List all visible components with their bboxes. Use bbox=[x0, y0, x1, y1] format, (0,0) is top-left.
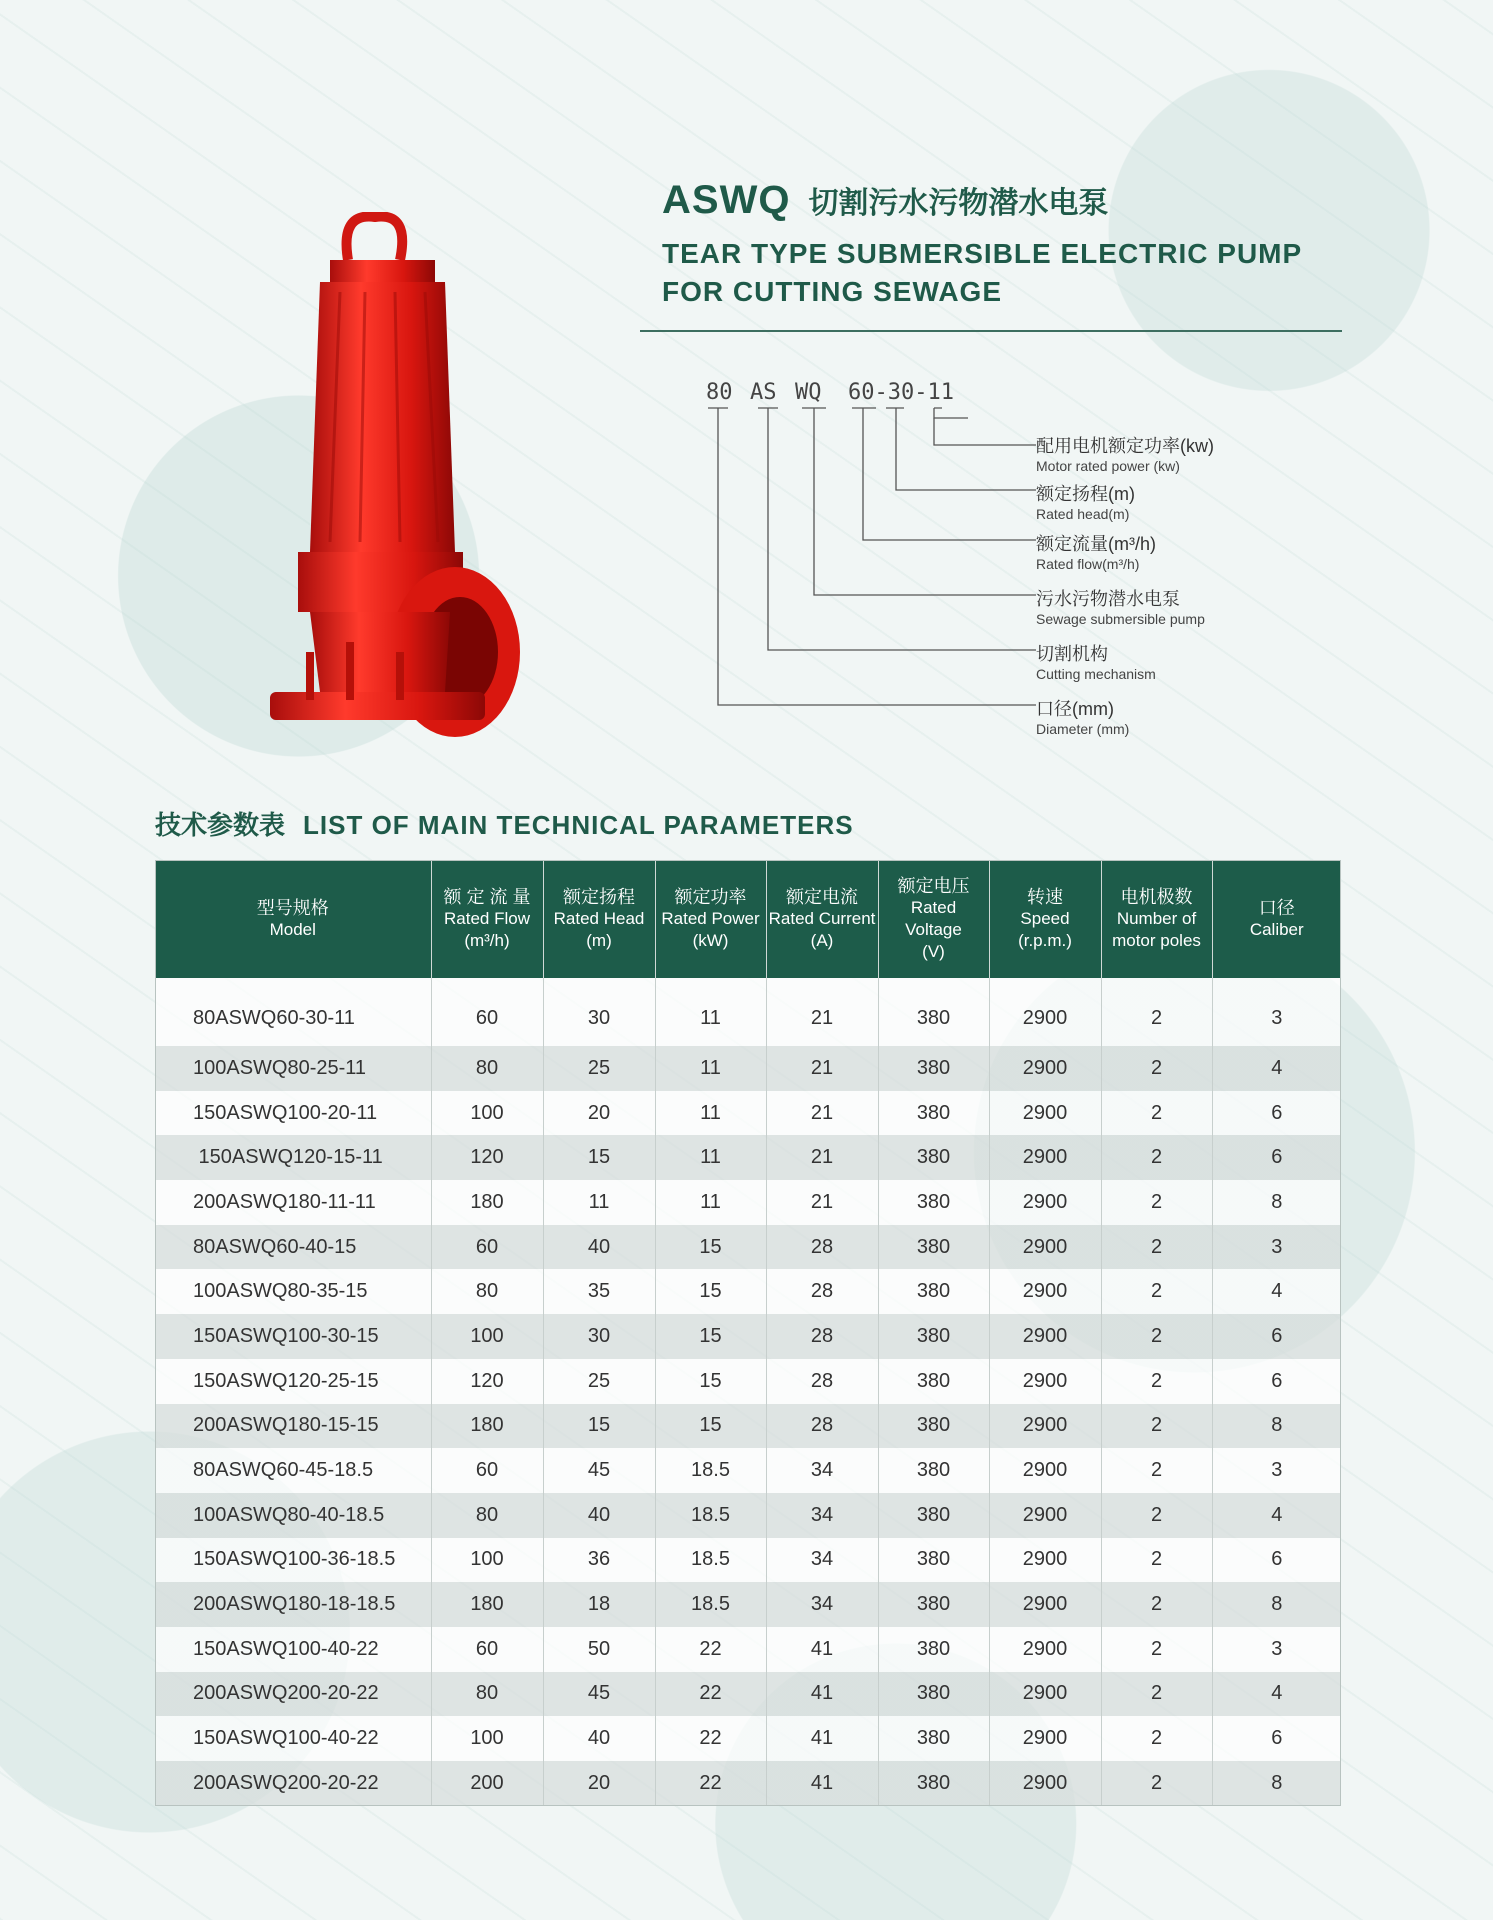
table-cell: 380 bbox=[878, 1448, 989, 1493]
table-cell: 11 bbox=[655, 1180, 766, 1225]
table-cell: 21 bbox=[766, 1135, 878, 1180]
column-header-en: Model bbox=[269, 920, 316, 939]
table-cell: 41 bbox=[766, 1627, 878, 1672]
table-cell: 6 bbox=[1212, 1716, 1341, 1761]
pump-image bbox=[270, 212, 540, 752]
product-code: ASWQ bbox=[662, 178, 791, 222]
cell-model: 150ASWQ120-25-15 bbox=[155, 1359, 431, 1404]
column-header-unit: (A) bbox=[810, 931, 834, 950]
table-cell: 2 bbox=[1101, 1269, 1212, 1314]
table-row bbox=[155, 1180, 1341, 1225]
column-header-unit: (m) bbox=[586, 931, 612, 950]
column-header-cn: 电机极数 bbox=[1120, 887, 1193, 907]
column-header-unit: motor poles bbox=[1112, 931, 1201, 950]
table-cell: 80 bbox=[431, 1672, 543, 1717]
table-cell: 21 bbox=[766, 978, 878, 1046]
table-cell: 18 bbox=[543, 1582, 655, 1627]
table-row bbox=[155, 1225, 1341, 1270]
legend-diameter: 口径(mm) Diameter (mm) bbox=[1036, 699, 1130, 737]
table-row bbox=[155, 1761, 1341, 1806]
table-cell: 22 bbox=[655, 1716, 766, 1761]
table-cell: 2900 bbox=[989, 1761, 1101, 1806]
table-cell: 11 bbox=[655, 1091, 766, 1136]
table-cell: 4 bbox=[1212, 1672, 1341, 1717]
table-cell: 45 bbox=[543, 1672, 655, 1717]
table-cell: 2900 bbox=[989, 1135, 1101, 1180]
table-cell: 30 bbox=[543, 978, 655, 1046]
table-cell: 380 bbox=[878, 1046, 989, 1091]
column-header-cn: 口径 bbox=[1258, 898, 1295, 918]
table-cell: 2 bbox=[1101, 1448, 1212, 1493]
code-pump-type: WQ bbox=[795, 380, 822, 405]
column-header-unit: (m³/h) bbox=[464, 931, 510, 950]
table-row bbox=[155, 1538, 1341, 1583]
table-cell: 34 bbox=[766, 1538, 878, 1583]
column-header-cn: 转速 bbox=[1027, 887, 1063, 907]
table-cell: 2 bbox=[1101, 1761, 1212, 1806]
table-cell: 200 bbox=[431, 1761, 543, 1806]
table-cell: 28 bbox=[766, 1225, 878, 1270]
column-header bbox=[1212, 860, 1341, 978]
table-cell: 18.5 bbox=[655, 1582, 766, 1627]
parameters-table bbox=[155, 860, 1341, 1806]
column-header bbox=[989, 860, 1101, 978]
model-code-diagram bbox=[680, 370, 1340, 750]
column-header bbox=[878, 860, 989, 978]
table-row bbox=[155, 1091, 1341, 1136]
table-cell: 2900 bbox=[989, 1404, 1101, 1449]
table-cell: 2 bbox=[1101, 1493, 1212, 1538]
product-title-cn: 切割污水污物潜水电泵 bbox=[808, 187, 1109, 220]
table-cell: 2900 bbox=[989, 978, 1101, 1046]
table-cell: 2 bbox=[1101, 1135, 1212, 1180]
table-cell: 60 bbox=[431, 1225, 543, 1270]
table-cell: 380 bbox=[878, 1493, 989, 1538]
table-cell: 41 bbox=[766, 1761, 878, 1806]
cell-model: 150ASWQ120-15-11 bbox=[155, 1135, 431, 1180]
cell-model: 80ASWQ60-40-15 bbox=[155, 1225, 431, 1270]
table-cell: 2900 bbox=[989, 1180, 1101, 1225]
column-header-unit: (V) bbox=[922, 942, 945, 961]
table-cell: 15 bbox=[543, 1135, 655, 1180]
table-cell: 21 bbox=[766, 1180, 878, 1225]
table-cell: 120 bbox=[431, 1359, 543, 1404]
cell-model: 200ASWQ200-20-22 bbox=[155, 1761, 431, 1806]
table-cell: 2900 bbox=[989, 1672, 1101, 1717]
table-row bbox=[155, 1314, 1341, 1359]
table-cell: 40 bbox=[543, 1716, 655, 1761]
table-cell: 6 bbox=[1212, 1091, 1341, 1136]
table-cell: 6 bbox=[1212, 1135, 1341, 1180]
table-cell: 60 bbox=[431, 1448, 543, 1493]
table-row bbox=[155, 1716, 1341, 1761]
table-cell: 34 bbox=[766, 1448, 878, 1493]
table-cell: 2900 bbox=[989, 1359, 1101, 1404]
table-cell: 50 bbox=[543, 1627, 655, 1672]
table-cell: 60 bbox=[431, 1627, 543, 1672]
table-cell: 380 bbox=[878, 1225, 989, 1270]
table-cell: 380 bbox=[878, 1627, 989, 1672]
table-cell: 60 bbox=[431, 978, 543, 1046]
table-cell: 80 bbox=[431, 1493, 543, 1538]
table-cell: 2900 bbox=[989, 1314, 1101, 1359]
cell-model: 200ASWQ180-18-18.5 bbox=[155, 1582, 431, 1627]
table-cell: 41 bbox=[766, 1672, 878, 1717]
column-header bbox=[655, 860, 766, 978]
table-row bbox=[155, 1493, 1341, 1538]
column-header-cn: 额定电压 bbox=[897, 876, 970, 896]
table-cell: 100 bbox=[431, 1314, 543, 1359]
table-row bbox=[155, 1359, 1341, 1404]
table-cell: 2 bbox=[1101, 1627, 1212, 1672]
table-cell: 380 bbox=[878, 1761, 989, 1806]
code-diameter: 80 bbox=[706, 380, 733, 405]
table-row bbox=[155, 1135, 1341, 1180]
table-cell: 34 bbox=[766, 1582, 878, 1627]
table-cell: 28 bbox=[766, 1359, 878, 1404]
table-cell: 380 bbox=[878, 1091, 989, 1136]
table-cell: 11 bbox=[655, 1135, 766, 1180]
table-cell: 100 bbox=[431, 1716, 543, 1761]
table-cell: 18.5 bbox=[655, 1493, 766, 1538]
table-cell: 2 bbox=[1101, 1359, 1212, 1404]
column-header bbox=[766, 860, 878, 978]
table-cell: 2900 bbox=[989, 1538, 1101, 1583]
column-header-cn: 额定功率 bbox=[674, 887, 747, 907]
table-cell: 34 bbox=[766, 1493, 878, 1538]
table-cell: 2900 bbox=[989, 1627, 1101, 1672]
column-header-unit: (r.p.m.) bbox=[1018, 931, 1072, 950]
parameters-table-wrap bbox=[155, 860, 1341, 1806]
table-cell: 3 bbox=[1212, 1627, 1341, 1672]
table-cell: 22 bbox=[655, 1627, 766, 1672]
table-cell: 380 bbox=[878, 1135, 989, 1180]
cell-model: 100ASWQ80-35-15 bbox=[155, 1269, 431, 1314]
table-cell: 2900 bbox=[989, 1716, 1101, 1761]
table-row bbox=[155, 1269, 1341, 1314]
table-cell: 2 bbox=[1101, 1582, 1212, 1627]
table-cell: 21 bbox=[766, 1046, 878, 1091]
table-cell: 380 bbox=[878, 1582, 989, 1627]
table-cell: 2900 bbox=[989, 1493, 1101, 1538]
column-header-unit: (kW) bbox=[692, 931, 729, 950]
table-cell: 120 bbox=[431, 1135, 543, 1180]
table-cell: 2 bbox=[1101, 1672, 1212, 1717]
table-row bbox=[155, 1627, 1341, 1672]
table-cell: 15 bbox=[655, 1225, 766, 1270]
column-header-cn: 额定电流 bbox=[786, 887, 858, 907]
legend-rated-head: 额定扬程(m) Rated head(m) bbox=[1036, 484, 1135, 522]
table-cell: 380 bbox=[878, 1269, 989, 1314]
table-cell: 25 bbox=[543, 1046, 655, 1091]
table-cell: 80 bbox=[431, 1046, 543, 1091]
section-title-cn: 技术参数表 bbox=[155, 810, 286, 840]
table-cell: 22 bbox=[655, 1761, 766, 1806]
table-cell: 28 bbox=[766, 1269, 878, 1314]
table-cell: 22 bbox=[655, 1672, 766, 1717]
column-header bbox=[155, 860, 431, 978]
table-cell: 100 bbox=[431, 1091, 543, 1136]
table-cell: 2 bbox=[1101, 1046, 1212, 1091]
cell-model: 200ASWQ180-15-15 bbox=[155, 1404, 431, 1449]
table-cell: 2 bbox=[1101, 1225, 1212, 1270]
table-cell: 20 bbox=[543, 1091, 655, 1136]
table-cell: 21 bbox=[766, 1091, 878, 1136]
table-cell: 2900 bbox=[989, 1448, 1101, 1493]
column-header bbox=[431, 860, 543, 978]
table-cell: 15 bbox=[655, 1404, 766, 1449]
table-cell: 2900 bbox=[989, 1091, 1101, 1136]
column-header-en: Rated Current bbox=[768, 909, 876, 928]
table-cell: 20 bbox=[543, 1761, 655, 1806]
column-header-cn: 额定扬程 bbox=[563, 887, 635, 907]
table-row bbox=[155, 1672, 1341, 1717]
cell-model: 80ASWQ60-30-11 bbox=[155, 978, 431, 1046]
table-body bbox=[155, 978, 1341, 1806]
column-header-en: Rated Head bbox=[553, 909, 645, 928]
table-cell: 2900 bbox=[989, 1582, 1101, 1627]
cell-model: 100ASWQ80-25-11 bbox=[155, 1046, 431, 1091]
table-cell: 380 bbox=[878, 1359, 989, 1404]
title-divider bbox=[640, 330, 1342, 332]
table-cell: 18.5 bbox=[655, 1448, 766, 1493]
cell-model: 100ASWQ80-40-18.5 bbox=[155, 1493, 431, 1538]
cell-model: 150ASWQ100-36-18.5 bbox=[155, 1538, 431, 1583]
column-header-en: Rated Flow bbox=[444, 909, 530, 928]
column-header-cn: 额 定 流 量 bbox=[443, 887, 531, 907]
table-cell: 15 bbox=[543, 1404, 655, 1449]
table-cell: 380 bbox=[878, 1404, 989, 1449]
cell-model: 80ASWQ60-45-18.5 bbox=[155, 1448, 431, 1493]
product-title-block bbox=[662, 178, 1342, 311]
table-cell: 180 bbox=[431, 1582, 543, 1627]
table-cell: 2900 bbox=[989, 1225, 1101, 1270]
table-cell: 4 bbox=[1212, 1269, 1341, 1314]
legend-sewage-pump: 污水污物潜水电泵 Sewage submersible pump bbox=[1036, 589, 1205, 627]
column-header-en: Caliber bbox=[1249, 920, 1304, 939]
table-cell: 35 bbox=[543, 1269, 655, 1314]
cell-model: 150ASWQ100-40-22 bbox=[155, 1716, 431, 1761]
table-cell: 2 bbox=[1101, 1314, 1212, 1359]
table-cell: 25 bbox=[543, 1359, 655, 1404]
table-cell: 18.5 bbox=[655, 1538, 766, 1583]
table-cell: 6 bbox=[1212, 1314, 1341, 1359]
table-cell: 45 bbox=[543, 1448, 655, 1493]
table-cell: 15 bbox=[655, 1314, 766, 1359]
table-cell: 2 bbox=[1101, 1538, 1212, 1583]
cell-model: 200ASWQ180-11-11 bbox=[155, 1180, 431, 1225]
column-header bbox=[1101, 860, 1212, 978]
column-header-cn: 型号规格 bbox=[256, 898, 329, 918]
table-cell: 100 bbox=[431, 1538, 543, 1583]
table-cell: 4 bbox=[1212, 1046, 1341, 1091]
table-row bbox=[155, 1046, 1341, 1091]
table-cell: 180 bbox=[431, 1404, 543, 1449]
table-cell: 28 bbox=[766, 1404, 878, 1449]
legend-rated-flow: 额定流量(m³/h) Rated flow(m³/h) bbox=[1036, 534, 1156, 572]
table-cell: 380 bbox=[878, 1180, 989, 1225]
product-title-en: TEAR TYPE SUBMERSIBLE ELECTRIC PUMP FOR CUTTING SEWAGE bbox=[662, 238, 1302, 307]
table-cell: 11 bbox=[655, 978, 766, 1046]
column-header bbox=[543, 860, 655, 978]
table-cell: 11 bbox=[543, 1180, 655, 1225]
table-row bbox=[155, 1582, 1341, 1627]
diagram-lines bbox=[680, 370, 1340, 750]
table-cell: 8 bbox=[1212, 1180, 1341, 1225]
legend-cutting-mechanism: 切割机构 Cutting mechanism bbox=[1036, 644, 1156, 682]
table-row bbox=[155, 1448, 1341, 1493]
table-cell: 180 bbox=[431, 1180, 543, 1225]
table-cell: 380 bbox=[878, 1716, 989, 1761]
table-cell: 30 bbox=[543, 1314, 655, 1359]
table-cell: 8 bbox=[1212, 1582, 1341, 1627]
table-cell: 4 bbox=[1212, 1493, 1341, 1538]
code-cutting: AS bbox=[750, 380, 777, 405]
column-header-en: Rated Power bbox=[661, 909, 760, 928]
table-cell: 3 bbox=[1212, 1448, 1341, 1493]
table-cell: 6 bbox=[1212, 1538, 1341, 1583]
table-cell: 40 bbox=[543, 1225, 655, 1270]
table-cell: 2 bbox=[1101, 1716, 1212, 1761]
section-title-en: LIST OF MAIN TECHNICAL PARAMETERS bbox=[303, 810, 854, 840]
table-cell: 2 bbox=[1101, 1180, 1212, 1225]
table-cell: 15 bbox=[655, 1359, 766, 1404]
table-cell: 2 bbox=[1101, 978, 1212, 1046]
cell-model: 150ASWQ100-40-22 bbox=[155, 1627, 431, 1672]
table-cell: 380 bbox=[878, 978, 989, 1046]
table-cell: 8 bbox=[1212, 1404, 1341, 1449]
table-cell: 3 bbox=[1212, 1225, 1341, 1270]
table-header-row bbox=[155, 860, 1341, 978]
table-cell: 2900 bbox=[989, 1269, 1101, 1314]
table-cell: 380 bbox=[878, 1538, 989, 1583]
table-cell: 2 bbox=[1101, 1091, 1212, 1136]
column-header-en: Number of bbox=[1116, 909, 1197, 928]
table-cell: 380 bbox=[878, 1314, 989, 1359]
table-cell: 8 bbox=[1212, 1761, 1341, 1806]
table-cell: 28 bbox=[766, 1314, 878, 1359]
table-cell: 40 bbox=[543, 1493, 655, 1538]
table-row bbox=[155, 978, 1341, 1046]
table-cell: 11 bbox=[655, 1046, 766, 1091]
column-header-en: Speed bbox=[1020, 909, 1070, 928]
table-cell: 3 bbox=[1212, 978, 1341, 1046]
section-title bbox=[155, 805, 854, 842]
table-cell: 41 bbox=[766, 1716, 878, 1761]
table-cell: 6 bbox=[1212, 1359, 1341, 1404]
table-cell: 2900 bbox=[989, 1046, 1101, 1091]
legend-motor-power: 配用电机额定功率(kw) Motor rated power (kw) bbox=[1036, 436, 1214, 474]
table-cell: 36 bbox=[543, 1538, 655, 1583]
cell-model: 200ASWQ200-20-22 bbox=[155, 1672, 431, 1717]
cell-model: 150ASWQ100-30-15 bbox=[155, 1314, 431, 1359]
code-specs: 60-30-11 bbox=[848, 380, 954, 405]
table-cell: 380 bbox=[878, 1672, 989, 1717]
column-header-en: Rated Voltage bbox=[905, 898, 962, 939]
table-cell: 15 bbox=[655, 1269, 766, 1314]
cell-model: 150ASWQ100-20-11 bbox=[155, 1091, 431, 1136]
table-row bbox=[155, 1404, 1341, 1449]
table-cell: 80 bbox=[431, 1269, 543, 1314]
table-cell: 2 bbox=[1101, 1404, 1212, 1449]
